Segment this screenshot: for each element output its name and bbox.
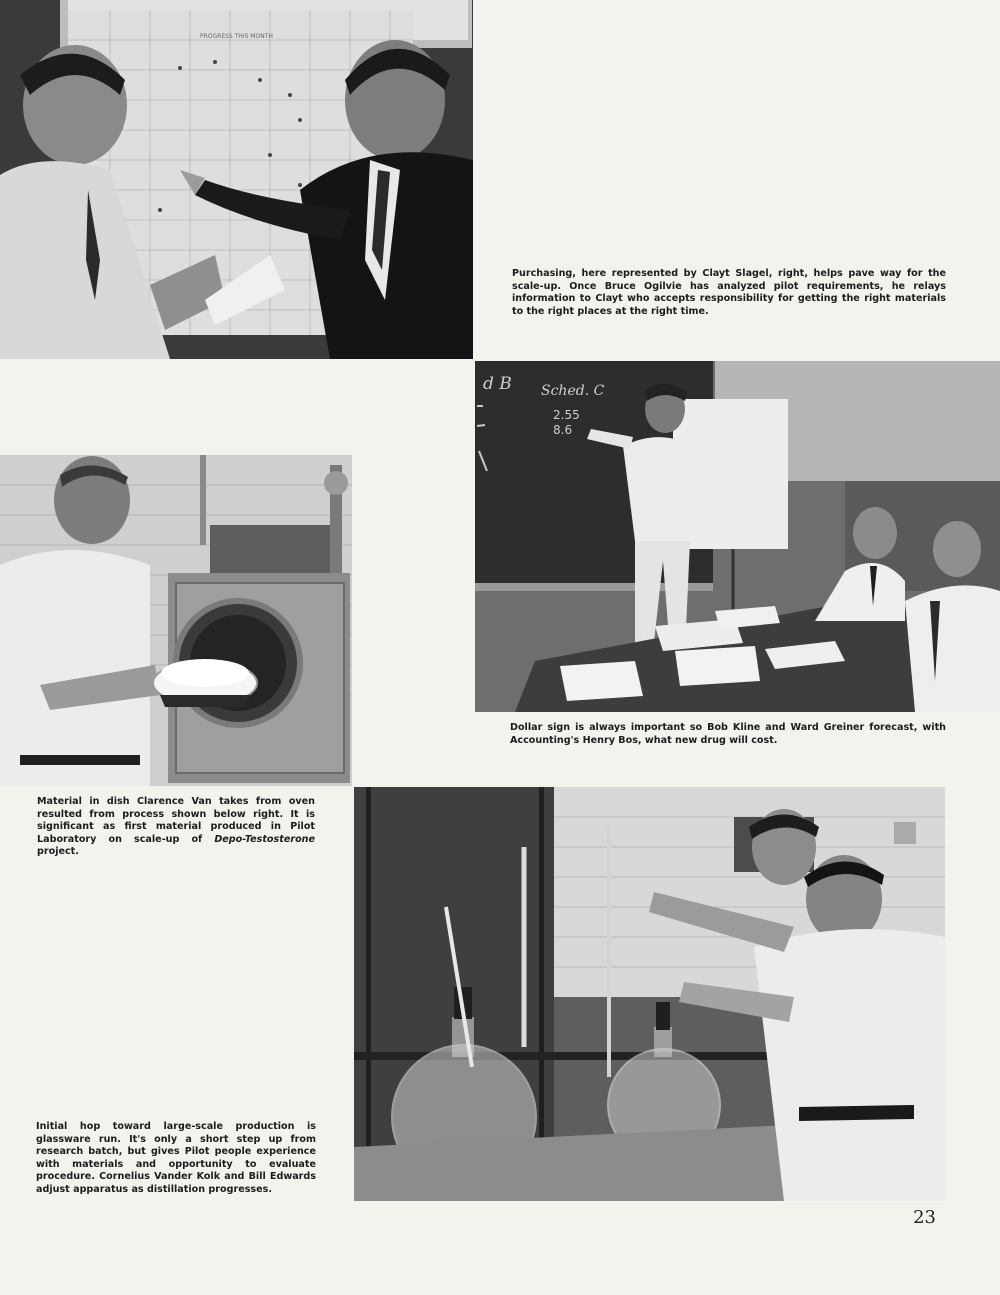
board-col-c-text: Sched. C: [541, 383, 605, 399]
caption-purchasing: Purchasing, here represented by Clayt Slagel, right, helps pave way for the scale-up. Once Bruce Ogilvie has analyzed pilot requirements, he relays information to Clayt who accepts responsibility for getting the right materials to the right places at the right time.: [512, 268, 946, 317]
glassware-distillation-photo: [354, 787, 945, 1201]
chart-title-text: PROGRESS THIS MONTH: [200, 33, 273, 40]
caption-material-part1: Material in dish Clarence Van takes from oven resulted from process shown below right. It is significant as first material produced in Pilot Laboratory on scale-up of: [37, 796, 315, 845]
caption-initial-hop: Initial hop toward large-scale production is glassware run. It's only a short step up from research batch, but gives Pilot people experience with materials and opportunity to evaluate procedure. Cornelius Vander Kolk and Bill Edwards adjust apparatus as distillation progresses.: [36, 1121, 316, 1195]
caption-material-part2: project.: [37, 846, 79, 857]
caption-material-dish: [37, 796, 315, 859]
chart-meeting-photo: [0, 0, 473, 359]
oven-dish-photo: [0, 455, 352, 786]
page-number: 23: [913, 1207, 936, 1228]
board-col-b-text: d B: [483, 374, 512, 394]
caption-material-emph: Depo-Testosterone: [214, 833, 315, 845]
board-number-2: 8.6: [553, 423, 573, 437]
classroom-forecast-photo: [475, 361, 1000, 712]
caption-dollar-sign: Dollar sign is always important so Bob Kline and Ward Greiner forecast, with Accounting's Henry Bos, what new drug will cost.: [510, 722, 946, 746]
board-number-1: 2.55: [553, 408, 580, 422]
